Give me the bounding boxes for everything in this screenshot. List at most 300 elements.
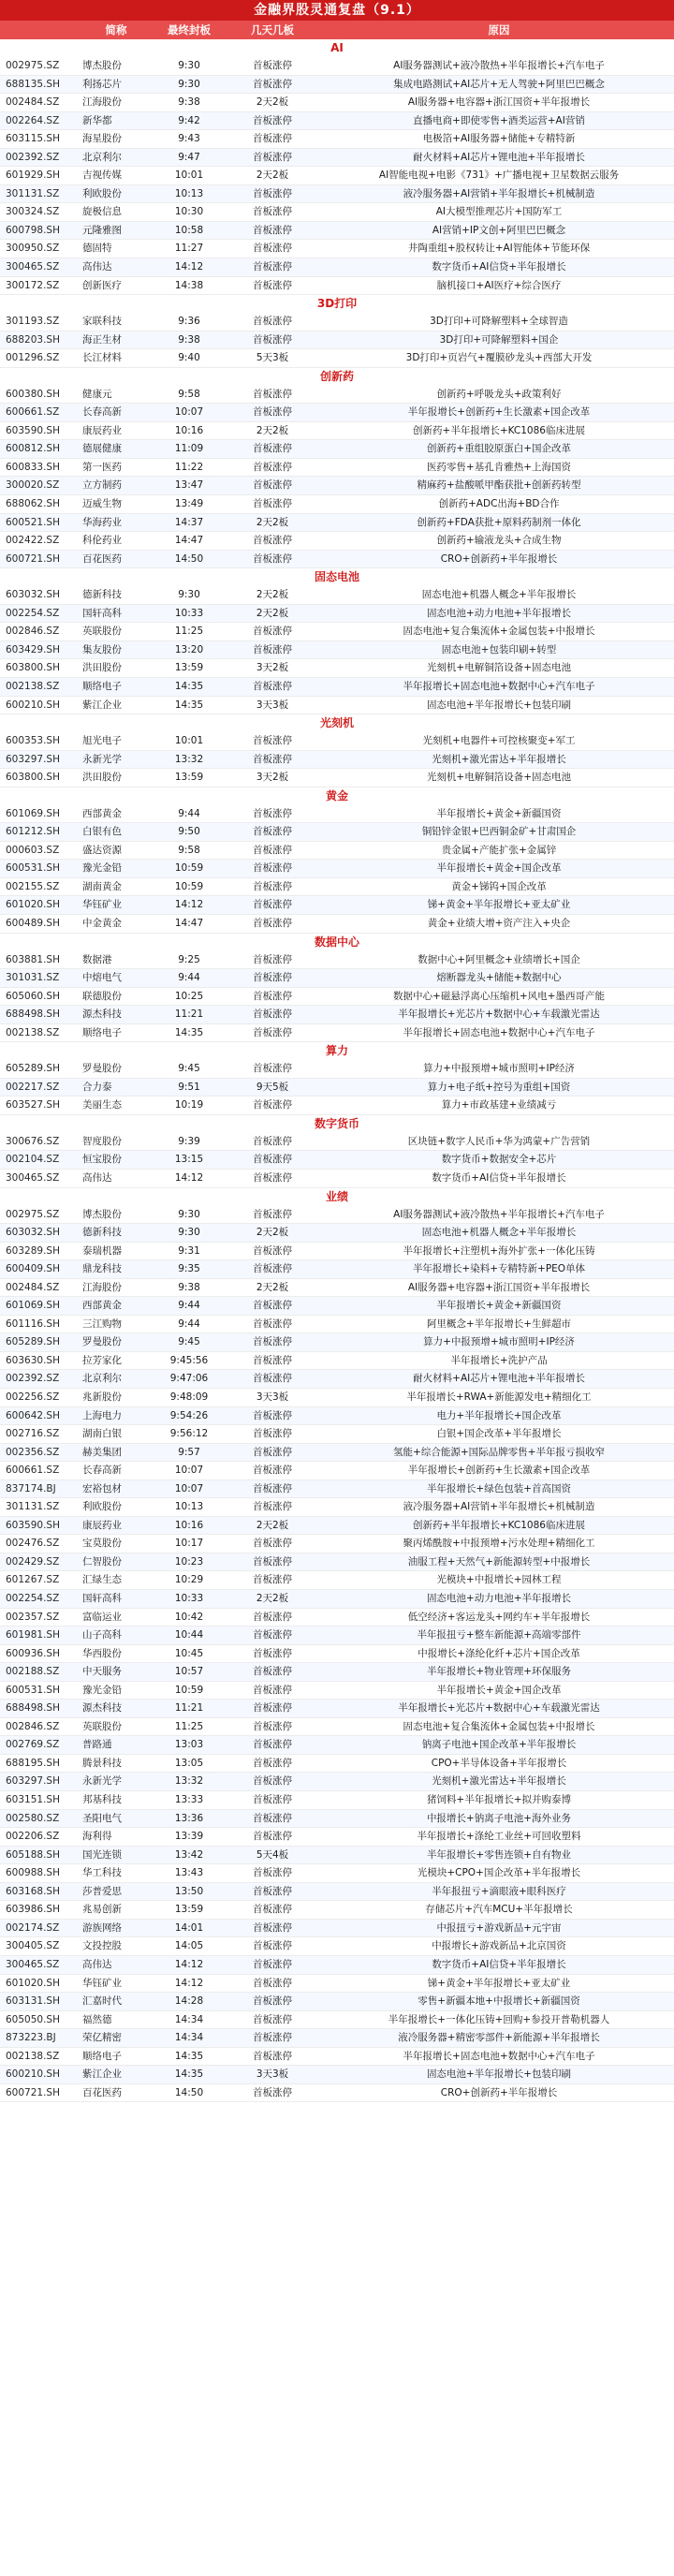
table-row — [0, 1571, 674, 1590]
stock-name: 赫美集团 — [82, 1446, 122, 1458]
board-count: 首板涨停 — [253, 807, 292, 819]
table-row — [0, 94, 674, 112]
reason: 油服工程+天然气+新能源转型+中报增长 — [407, 1555, 591, 1568]
table-row — [0, 331, 674, 350]
table-row — [0, 823, 674, 842]
stock-name: 智度股份 — [82, 1135, 122, 1147]
table-row — [0, 969, 674, 988]
stock-name: 洪田股份 — [82, 662, 122, 674]
reason: 3D打印+页岩气+覆膜砂龙头+西部大开发 — [405, 352, 593, 364]
stock-name: 国轩高科 — [82, 607, 122, 619]
limit-time: 13:36 — [174, 1812, 204, 1824]
table-row — [0, 1901, 674, 1920]
stock-name: 上海电力 — [82, 1409, 122, 1421]
limit-time: 14:12 — [174, 1977, 204, 1989]
limit-time: 14:50 — [174, 2086, 204, 2098]
table-row — [0, 2011, 674, 2030]
limit-time: 13:33 — [174, 1794, 204, 1806]
limit-time: 10:07 — [174, 1482, 204, 1494]
section-list — [0, 1133, 674, 1188]
stock-name: 百花医药 — [82, 552, 122, 565]
limit-time: 10:45 — [174, 1647, 204, 1659]
reason: 创新药+FDA获批+原料药制剂一体化 — [417, 516, 581, 528]
table-row — [0, 805, 674, 824]
stock-code: 300405.SZ — [6, 1940, 60, 1952]
table-row — [0, 586, 674, 605]
table-row — [0, 1333, 674, 1352]
reason: 液冷服务器+精密零部件+新能源+半年报增长 — [398, 2032, 600, 2044]
reason: 半年报增长+黄金+国企改革 — [436, 862, 562, 875]
stock-code: 688498.SH — [6, 1008, 60, 1021]
stock-code: 603986.SH — [6, 1904, 60, 1916]
limit-time: 13:20 — [174, 643, 204, 655]
board-count: 5天3板 — [256, 352, 289, 364]
stock-name: 英联股份 — [82, 1720, 122, 1732]
reason: 3D打印+可降解塑料+国企 — [439, 333, 559, 346]
limit-time: 10:33 — [174, 1593, 204, 1605]
stock-code: 603800.SH — [6, 772, 60, 784]
reason: AI服务器+电容器+浙江国资+半年报增长 — [407, 1281, 591, 1293]
stock-code: 601020.SH — [6, 899, 60, 911]
table-row — [0, 915, 674, 934]
stock-code: 603032.SH — [6, 589, 60, 601]
table-row — [0, 1553, 674, 1572]
section-list — [0, 57, 674, 295]
board-count: 首板涨停 — [253, 1757, 292, 1769]
table-row — [0, 2084, 674, 2103]
stock-code: 600721.SH — [6, 2086, 60, 2098]
limit-time: 13:59 — [174, 662, 204, 674]
reason: 固态电池+动力电池+半年报增长 — [426, 607, 572, 619]
table-row — [0, 258, 674, 277]
board-count: 2天2板 — [256, 424, 289, 436]
section-list — [0, 313, 674, 368]
table-row — [0, 551, 674, 569]
board-count: 首板涨停 — [253, 2013, 292, 2025]
reason: 钠离子电池+国企改革+半年报增长 — [421, 1739, 577, 1751]
stock-name: 三江购物 — [82, 1317, 122, 1330]
limit-time: 14:01 — [174, 1921, 204, 1934]
limit-time: 10:23 — [174, 1555, 204, 1568]
table-row — [0, 422, 674, 441]
stock-name: 紫江企业 — [82, 699, 122, 711]
stock-name: 江海股份 — [82, 1281, 122, 1293]
table-row — [0, 1773, 674, 1791]
limit-time: 14:12 — [174, 261, 204, 273]
board-count: 3天2板 — [256, 662, 289, 674]
table-row — [0, 1480, 674, 1499]
stock-code: 601981.SH — [6, 1629, 60, 1641]
limit-time: 9:36 — [178, 316, 200, 328]
reason: 半年报增长+创新药+生长激素+国企改革 — [407, 1465, 591, 1477]
reason: 半年报增长+零售连锁+自有物业 — [426, 1848, 572, 1861]
board-count: 首板涨停 — [253, 735, 292, 747]
limit-time: 14:34 — [174, 2013, 204, 2025]
table-row — [0, 623, 674, 641]
stock-code: 601069.SH — [6, 1300, 60, 1312]
stock-code: 605289.SH — [6, 1063, 60, 1075]
reason: 猪饲料+半年报增长+拟并购泰博 — [426, 1794, 572, 1806]
limit-time: 10:01 — [174, 735, 204, 747]
header-reason: 原因 — [488, 23, 510, 37]
stock-code: 002217.SZ — [6, 1081, 60, 1093]
reason: 算力+中报预增+城市照明+IP经济 — [423, 1063, 575, 1075]
stock-code: 002392.SZ — [6, 1373, 60, 1385]
table-row — [0, 1956, 674, 1975]
table-row — [0, 1517, 674, 1536]
stock-code: 600721.SH — [6, 552, 60, 565]
reason: 算力+中报预增+城市照明+IP经济 — [423, 1336, 575, 1348]
reason: 半年报增长+物业管理+环保服务 — [426, 1666, 572, 1678]
table-row — [0, 860, 674, 878]
table-row — [0, 495, 674, 514]
reason: 算力+电子纸+控号为重组+国资 — [427, 1081, 571, 1093]
stock-code: 603590.SH — [6, 424, 60, 436]
table-row — [0, 1097, 674, 1115]
board-count: 首板涨停 — [253, 643, 292, 655]
reason: 黄金+业绩大增+资产注入+央企 — [427, 917, 571, 929]
limit-time: 13:49 — [174, 498, 204, 510]
stock-name: 迈威生物 — [82, 498, 122, 510]
table-row — [0, 659, 674, 678]
stock-code: 603297.SH — [6, 1775, 60, 1788]
stock-code: 600661.SZ — [6, 1465, 60, 1477]
board-count: 首板涨停 — [253, 1135, 292, 1147]
limit-time: 9:44 — [178, 1300, 200, 1312]
reason: 液冷服务器+AI营销+半年报增长+机械制造 — [403, 1501, 595, 1513]
reason: 存储芯片+汽车MCU+半年报增长 — [425, 1904, 573, 1916]
board-count: 首板涨停 — [253, 1154, 292, 1166]
stock-name: 博杰股份 — [82, 60, 122, 71]
limit-time: 11:21 — [174, 1008, 204, 1021]
board-count: 首板涨停 — [253, 224, 292, 236]
table-row — [0, 203, 674, 222]
stock-code: 301193.SZ — [6, 316, 60, 328]
stock-name: 国轩高科 — [82, 1593, 122, 1605]
board-count: 2天2板 — [256, 1281, 289, 1293]
reason: 创新药+输液龙头+合成生物 — [436, 535, 562, 547]
board-count: 首板涨停 — [253, 1904, 292, 1916]
stock-name: 博杰股份 — [82, 1208, 122, 1220]
table-row — [0, 1627, 674, 1645]
table-row — [0, 1755, 674, 1774]
stock-code: 873223.BJ — [6, 2032, 56, 2044]
limit-time: 9:44 — [178, 807, 200, 819]
reason: AI智能电视+电影《731》+广播电视+卫星数据云服务 — [378, 169, 620, 182]
stock-name: 普路通 — [82, 1739, 112, 1751]
board-count: 首板涨停 — [253, 1794, 292, 1806]
stock-code: 002357.SZ — [6, 1611, 60, 1623]
stock-name: 旋极信息 — [82, 206, 122, 218]
stock-name: 德固特 — [82, 243, 112, 255]
reason: 铜铅锌金银+巴西铜金矿+甘肃国企 — [421, 826, 577, 838]
board-count: 首板涨停 — [253, 880, 292, 892]
board-count: 首板涨停 — [253, 151, 292, 163]
table-row — [0, 1791, 674, 1810]
table-row — [0, 1297, 674, 1316]
reason: 固态电池+半年报增长+包装印刷 — [426, 699, 572, 711]
stock-name: 荣亿精密 — [82, 2032, 122, 2044]
column-header-row — [0, 21, 674, 39]
limit-time: 9:40 — [178, 352, 200, 364]
reason: 锑+黄金+半年报增长+亚太矿业 — [427, 899, 571, 911]
table-row — [0, 1260, 674, 1279]
board-count: 首板涨停 — [253, 917, 292, 929]
limit-time: 11:22 — [174, 461, 204, 473]
limit-time: 14:35 — [174, 1026, 204, 1038]
table-row — [0, 1425, 674, 1444]
board-count: 首板涨停 — [253, 1538, 292, 1550]
table-row — [0, 149, 674, 168]
board-count: 首板涨停 — [253, 1666, 292, 1678]
reason: 创新药+ADC出海+BD合作 — [438, 498, 560, 510]
limit-time: 10:07 — [174, 406, 204, 419]
stock-name: 创新医疗 — [82, 279, 122, 291]
limit-time: 11:25 — [174, 626, 204, 638]
limit-time: 9:35 — [178, 1263, 200, 1275]
limit-time: 10:58 — [174, 224, 204, 236]
stock-code: 603630.SH — [6, 1354, 60, 1366]
table-row — [0, 1206, 674, 1225]
board-count: 首板涨停 — [253, 626, 292, 638]
stock-name: 湖南白银 — [82, 1428, 122, 1440]
limit-time: 14:12 — [174, 1958, 204, 1970]
stock-code: 605060.SH — [6, 990, 60, 1002]
limit-time: 9:30 — [178, 1227, 200, 1239]
table-row — [0, 1700, 674, 1718]
stock-name: 鼎龙科技 — [82, 1263, 122, 1275]
table-row — [0, 386, 674, 405]
board-count: 首板涨停 — [253, 1317, 292, 1330]
limit-time: 9:25 — [178, 953, 200, 965]
stock-name: 德新科技 — [82, 589, 122, 601]
board-count: 首板涨停 — [253, 862, 292, 875]
stock-code: 603151.SH — [6, 1794, 60, 1806]
board-count: 首板涨停 — [253, 388, 292, 400]
stock-name: 长春高新 — [82, 1465, 122, 1477]
section-title: AI — [330, 41, 344, 54]
stock-name: 海星股份 — [82, 133, 122, 145]
table-row — [0, 732, 674, 751]
board-count: 首板涨停 — [253, 1831, 292, 1843]
reason: 区块链+数字人民币+华为鸿蒙+广告营销 — [407, 1135, 591, 1147]
limit-time: 9:30 — [178, 589, 200, 601]
reason: 聚丙烯酰胺+中报预增+污水处理+精细化工 — [403, 1538, 595, 1550]
stock-name: 中金黄金 — [82, 917, 122, 929]
reason: CRO+创新药+半年报增长 — [440, 2086, 558, 2098]
table-row — [0, 1279, 674, 1298]
reason: 固态电池+半年报增长+包装印刷 — [426, 2068, 572, 2081]
stock-code: 002254.SZ — [6, 607, 60, 619]
stock-code: 002104.SZ — [6, 1154, 60, 1166]
section-title: 业绩 — [325, 1189, 348, 1203]
reason: 数字货币+AI信贷+半年报增长 — [432, 1171, 566, 1184]
reason: 半年报增长+涤纶工业丝+可回收塑料 — [417, 1831, 581, 1843]
board-count: 3天2板 — [256, 772, 289, 784]
table-row — [0, 1133, 674, 1152]
section-list — [0, 1060, 674, 1115]
stock-code: 002846.SZ — [6, 626, 60, 638]
stock-name: 北京利尔 — [82, 151, 122, 163]
stock-code: 301131.SZ — [6, 187, 60, 199]
stock-code: 002484.SZ — [6, 1281, 60, 1293]
reason: 零售+新疆本地+中报增长+新疆国资 — [418, 1995, 580, 2008]
stock-name: 利欧股份 — [82, 1501, 122, 1513]
board-count: 首板涨停 — [253, 953, 292, 965]
table-row — [0, 167, 674, 185]
table-row — [0, 1389, 674, 1407]
stock-code: 688062.SH — [6, 498, 60, 510]
reason: 光刻机+激光雷达+半年报增长 — [432, 1775, 566, 1788]
board-count: 首板涨停 — [253, 844, 292, 856]
limit-time: 13:32 — [174, 1775, 204, 1788]
stock-name: 北京利尔 — [82, 1373, 122, 1385]
stock-name: 兆易创新 — [82, 1904, 122, 1916]
reason: 固态电池+机器人概念+半年报增长 — [421, 589, 577, 601]
stock-name: 泰瑞机器 — [82, 1244, 122, 1257]
stock-name: 海利得 — [82, 1831, 112, 1843]
board-count: 首板涨停 — [253, 680, 292, 692]
stock-code: 605289.SH — [6, 1336, 60, 1348]
reason: 光模块+中报增长+园林工程 — [436, 1574, 562, 1586]
stock-name: 永新光学 — [82, 1775, 122, 1788]
section-title: 创新药 — [319, 369, 354, 383]
stock-code: 603429.SH — [6, 643, 60, 655]
board-count: 首板涨停 — [253, 333, 292, 346]
limit-time: 13:15 — [174, 1154, 204, 1166]
table-row — [0, 842, 674, 861]
stock-code: 603115.SH — [6, 133, 60, 145]
board-count: 首板涨停 — [253, 60, 292, 71]
stock-code: 600210.SH — [6, 2068, 60, 2081]
reason: 半年报增长+RWA+新能源发电+精细化工 — [406, 1391, 592, 1403]
table-row — [0, 1407, 674, 1426]
board-count: 首板涨停 — [253, 461, 292, 473]
table-row — [0, 1006, 674, 1024]
limit-time: 10:59 — [174, 862, 204, 875]
stock-code: 300676.SZ — [6, 1135, 60, 1147]
table-row — [0, 1847, 674, 1865]
table-row — [0, 240, 674, 258]
stock-code: 600531.SH — [6, 1684, 60, 1696]
limit-time: 9:42 — [178, 114, 200, 126]
reason: 贵金属+产能扩张+金属锌 — [441, 844, 557, 856]
reason: 精麻药+盐酸哌甲酯获批+创新药转型 — [417, 479, 581, 492]
board-count: 首板涨停 — [253, 1921, 292, 1934]
stock-name: 立方制药 — [82, 479, 122, 492]
stock-code: 688195.SH — [6, 1757, 60, 1769]
table-body — [0, 39, 674, 2102]
board-count: 首板涨停 — [253, 1482, 292, 1494]
board-count: 首板涨停 — [253, 479, 292, 492]
reason: 光刻机+电解铜箔设备+固态电池 — [426, 662, 572, 674]
reason: 直播电商+即使零售+酒类运营+AI营销 — [413, 114, 585, 126]
stock-name: 英联股份 — [82, 626, 122, 638]
reason: 半年报增长+光芯片+数据中心+车载激光雷达 — [398, 1008, 600, 1021]
stock-code: 600642.SH — [6, 1409, 60, 1421]
limit-time: 9:47 — [178, 151, 200, 163]
board-count: 首板涨停 — [253, 114, 292, 126]
board-count: 首板涨停 — [253, 1026, 292, 1038]
reason: 半年报扭亏+滴眼液+眼科医疗 — [432, 1885, 566, 1897]
stock-name: 数据港 — [82, 953, 112, 965]
table-row — [0, 1170, 674, 1188]
limit-time: 10:13 — [174, 1501, 204, 1513]
stock-name: 仁智股份 — [82, 1555, 122, 1568]
stock-name: 顺络电子 — [82, 680, 122, 692]
limit-time: 9:50 — [178, 826, 200, 838]
board-count: 首板涨停 — [253, 2050, 292, 2062]
table-row — [0, 697, 674, 715]
stock-name: 汇嘉时代 — [82, 1995, 122, 2008]
limit-time: 14:28 — [174, 1995, 204, 2008]
stock-code: 002138.SZ — [6, 680, 60, 692]
limit-time: 11:25 — [174, 1720, 204, 1732]
stock-name: 莎普爱思 — [82, 1885, 122, 1897]
reason: 半年报增长+固态电池+数据中心+汽车电子 — [403, 680, 595, 692]
board-count: 首板涨停 — [253, 2086, 292, 2098]
limit-time: 9:43 — [178, 133, 200, 145]
stock-name: 吉视传媒 — [82, 169, 122, 182]
stock-code: 600531.SH — [6, 862, 60, 875]
board-count: 首板涨停 — [253, 1373, 292, 1385]
limit-time: 9:48:09 — [169, 1391, 209, 1403]
stock-name: 西部黄金 — [82, 807, 122, 819]
page-title: 金融界股灵通复盘（9.1） — [0, 0, 674, 21]
board-count: 9天5板 — [256, 1081, 289, 1093]
limit-time: 10:07 — [174, 1465, 204, 1477]
stock-name: 德展健康 — [82, 443, 122, 455]
section-list — [0, 805, 674, 934]
stock-code: 002392.SZ — [6, 151, 60, 163]
board-count: 首板涨停 — [253, 1446, 292, 1458]
reason: 半年报扭亏+整车新能源+高端零部件 — [417, 1629, 581, 1641]
section-title: 光刻机 — [319, 716, 354, 730]
stock-code: 600380.SH — [6, 388, 60, 400]
reason: 3D打印+可降解塑料+全球智造 — [430, 316, 568, 328]
table-row — [0, 1462, 674, 1480]
limit-time: 9:38 — [178, 1281, 200, 1293]
table-row — [0, 1151, 674, 1170]
board-count: 首板涨停 — [253, 243, 292, 255]
limit-time: 10:13 — [174, 187, 204, 199]
stock-code: 002716.SZ — [6, 1428, 60, 1440]
stock-code: 002138.SZ — [6, 1026, 60, 1038]
stock-code: 002975.SZ — [6, 60, 60, 71]
stock-name: 家联科技 — [82, 316, 122, 328]
stock-code: 603168.SH — [6, 1885, 60, 1897]
limit-time: 10:33 — [174, 607, 204, 619]
limit-time: 13:50 — [174, 1885, 204, 1897]
limit-time: 10:44 — [174, 1629, 204, 1641]
board-count: 首板涨停 — [253, 498, 292, 510]
reason: 黄金+锑钨+国企改革 — [451, 880, 547, 892]
board-count: 首板涨停 — [253, 1702, 292, 1715]
limit-time: 9:39 — [178, 1135, 200, 1147]
reason: CRO+创新药+半年报增长 — [440, 552, 558, 565]
reason: AI营销+IP文创+阿里巴巴概念 — [432, 224, 566, 236]
stock-name: 第一医药 — [82, 461, 122, 473]
board-count: 首板涨停 — [253, 443, 292, 455]
limit-time: 10:29 — [174, 1574, 204, 1586]
limit-time: 10:42 — [174, 1611, 204, 1623]
stock-name: 百花医药 — [82, 2086, 122, 2098]
reason: 光模块+CPO+国企改革+半年报增长 — [417, 1867, 581, 1879]
stock-name: 华工科技 — [82, 1867, 122, 1879]
limit-time: 13:47 — [174, 479, 204, 492]
stock-name: 恒宝股份 — [82, 1154, 122, 1166]
stock-name: 福然德 — [82, 2013, 112, 2025]
